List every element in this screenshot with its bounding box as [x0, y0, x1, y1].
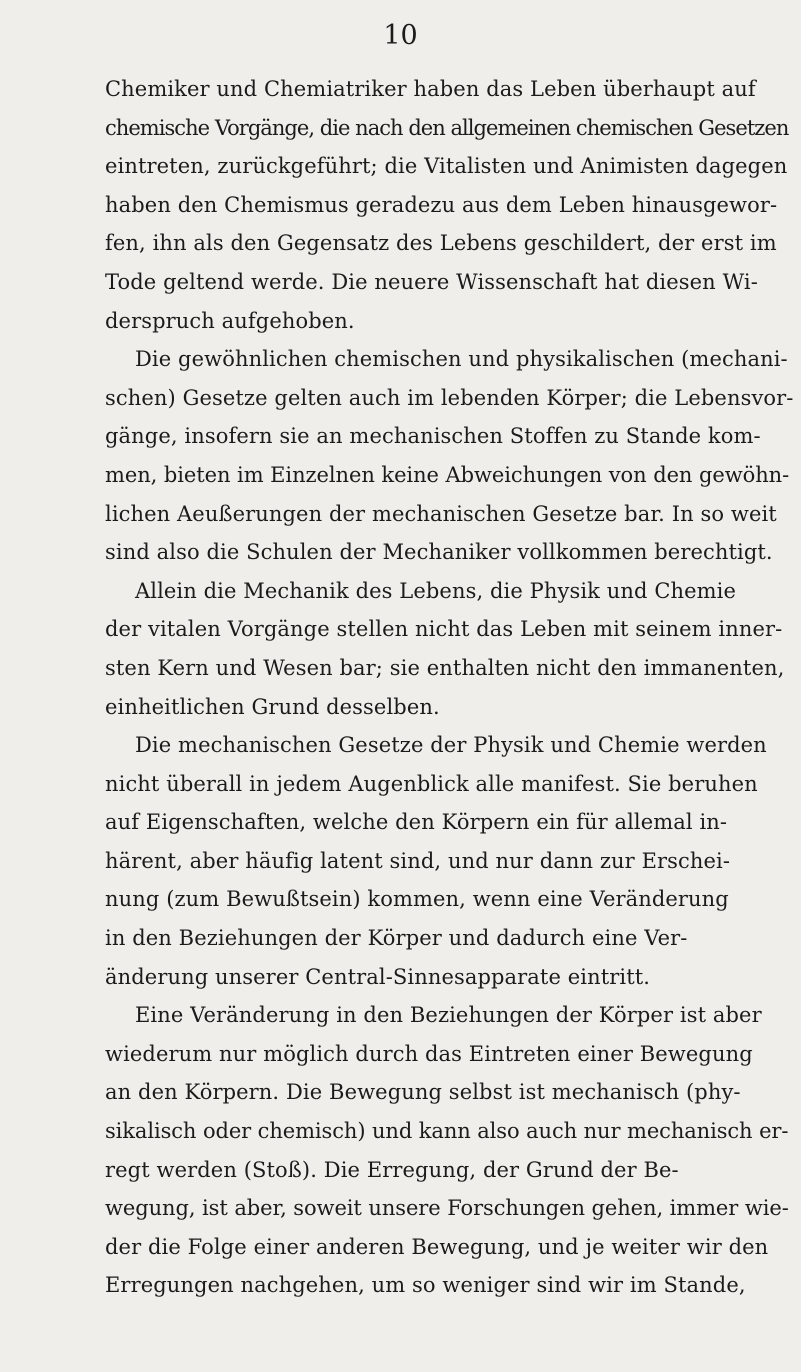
text-line: gänge, insofern sie an mechanischen Stoffen zu Stande kom- [105, 424, 761, 449]
page-number: 10 [383, 20, 418, 51]
text-line: Chemiker und Chemiatriker haben das Leben überhaupt auf [105, 77, 756, 101]
text-line: Eine Veränderung in den Beziehungen der Körper ist aber [135, 1003, 762, 1028]
text-line: einheitlichen Grund desselben. [105, 694, 440, 719]
text-line: eintreten, zurückgeführt; die Vitalisten und Animisten dagegen [105, 154, 788, 179]
text-line: sikalisch oder chemisch) und kann also auch nur mechanisch er- [105, 1119, 789, 1144]
text-line: härent, aber häufig latent sind, und nur dann zur Erschei- [105, 848, 731, 873]
text-line: Die mechanischen Gesetze der Physik und Chemie werden [135, 733, 767, 758]
text-line: Tode geltend werde. Die neuere Wissenschaft hat diesen Wi- [105, 269, 758, 294]
text-line: der die Folge einer anderen Bewegung, und je weiter wir den [105, 1234, 769, 1259]
text-line: sind also die Schulen der Mechaniker vollkommen berechtigt. [105, 540, 773, 565]
text-line: wegung, ist aber, soweit unsere Forschungen gehen, immer wie- [105, 1196, 789, 1221]
text-line: haben den Chemismus geradezu aus dem Leben hinausgewor- [105, 192, 778, 217]
text-line: derspruch aufgehoben. [105, 308, 355, 333]
text-line: in den Beziehungen der Körper und dadurch eine Ver- [105, 926, 688, 951]
text-line: Allein die Mechanik des Lebens, die Physik und Chemie [135, 578, 737, 603]
text-line: wiederum nur möglich durch das Eintreten einer Bewegung [105, 1041, 753, 1066]
text-line: nung (zum Bewußtsein) kommen, wenn eine Veränderung [105, 887, 729, 912]
text-line: Erregungen nachgehen, um so weniger sind wir im Stande, [105, 1273, 746, 1298]
text-line: sten Kern und Wesen bar; sie enthalten nicht den immanenten, [105, 655, 785, 680]
text-line: regt werden (Stoß). Die Erregung, der Grund der Be- [105, 1157, 679, 1182]
text-line: men, bieten im Einzelnen keine Abweichungen von den gewöhn- [105, 462, 790, 487]
text-line: nicht überall in jedem Augenblick alle manifest. Sie beruhen [105, 771, 758, 796]
text-line: lichen Aeußerungen der mechanischen Gesetze bar. In so weit [105, 501, 777, 526]
text-line: chemische Vorgänge, die nach den allgemeinen chemischen Gesetzen [105, 115, 789, 140]
text-line: Die gewöhnlichen chemischen und physikalischen (mechani- [135, 347, 788, 372]
text-line: der vitalen Vorgänge stellen nicht das Leben mit seinem inner- [105, 617, 783, 642]
text-line: schen) Gesetze gelten auch im lebenden Körper; die Lebensvor- [105, 385, 794, 410]
text-line: änderung unserer Central-Sinnesapparate eintritt. [105, 964, 651, 989]
text-line: auf Eigenschaften, welche den Körpern ein für allemal in- [105, 810, 728, 835]
text-line: fen, ihn als den Gegensatz des Lebens geschildert, der erst im [105, 231, 777, 256]
text-line: an den Körpern. Die Bewegung selbst ist mechanisch (phy- [105, 1080, 741, 1105]
body-text [105, 70, 795, 1305]
